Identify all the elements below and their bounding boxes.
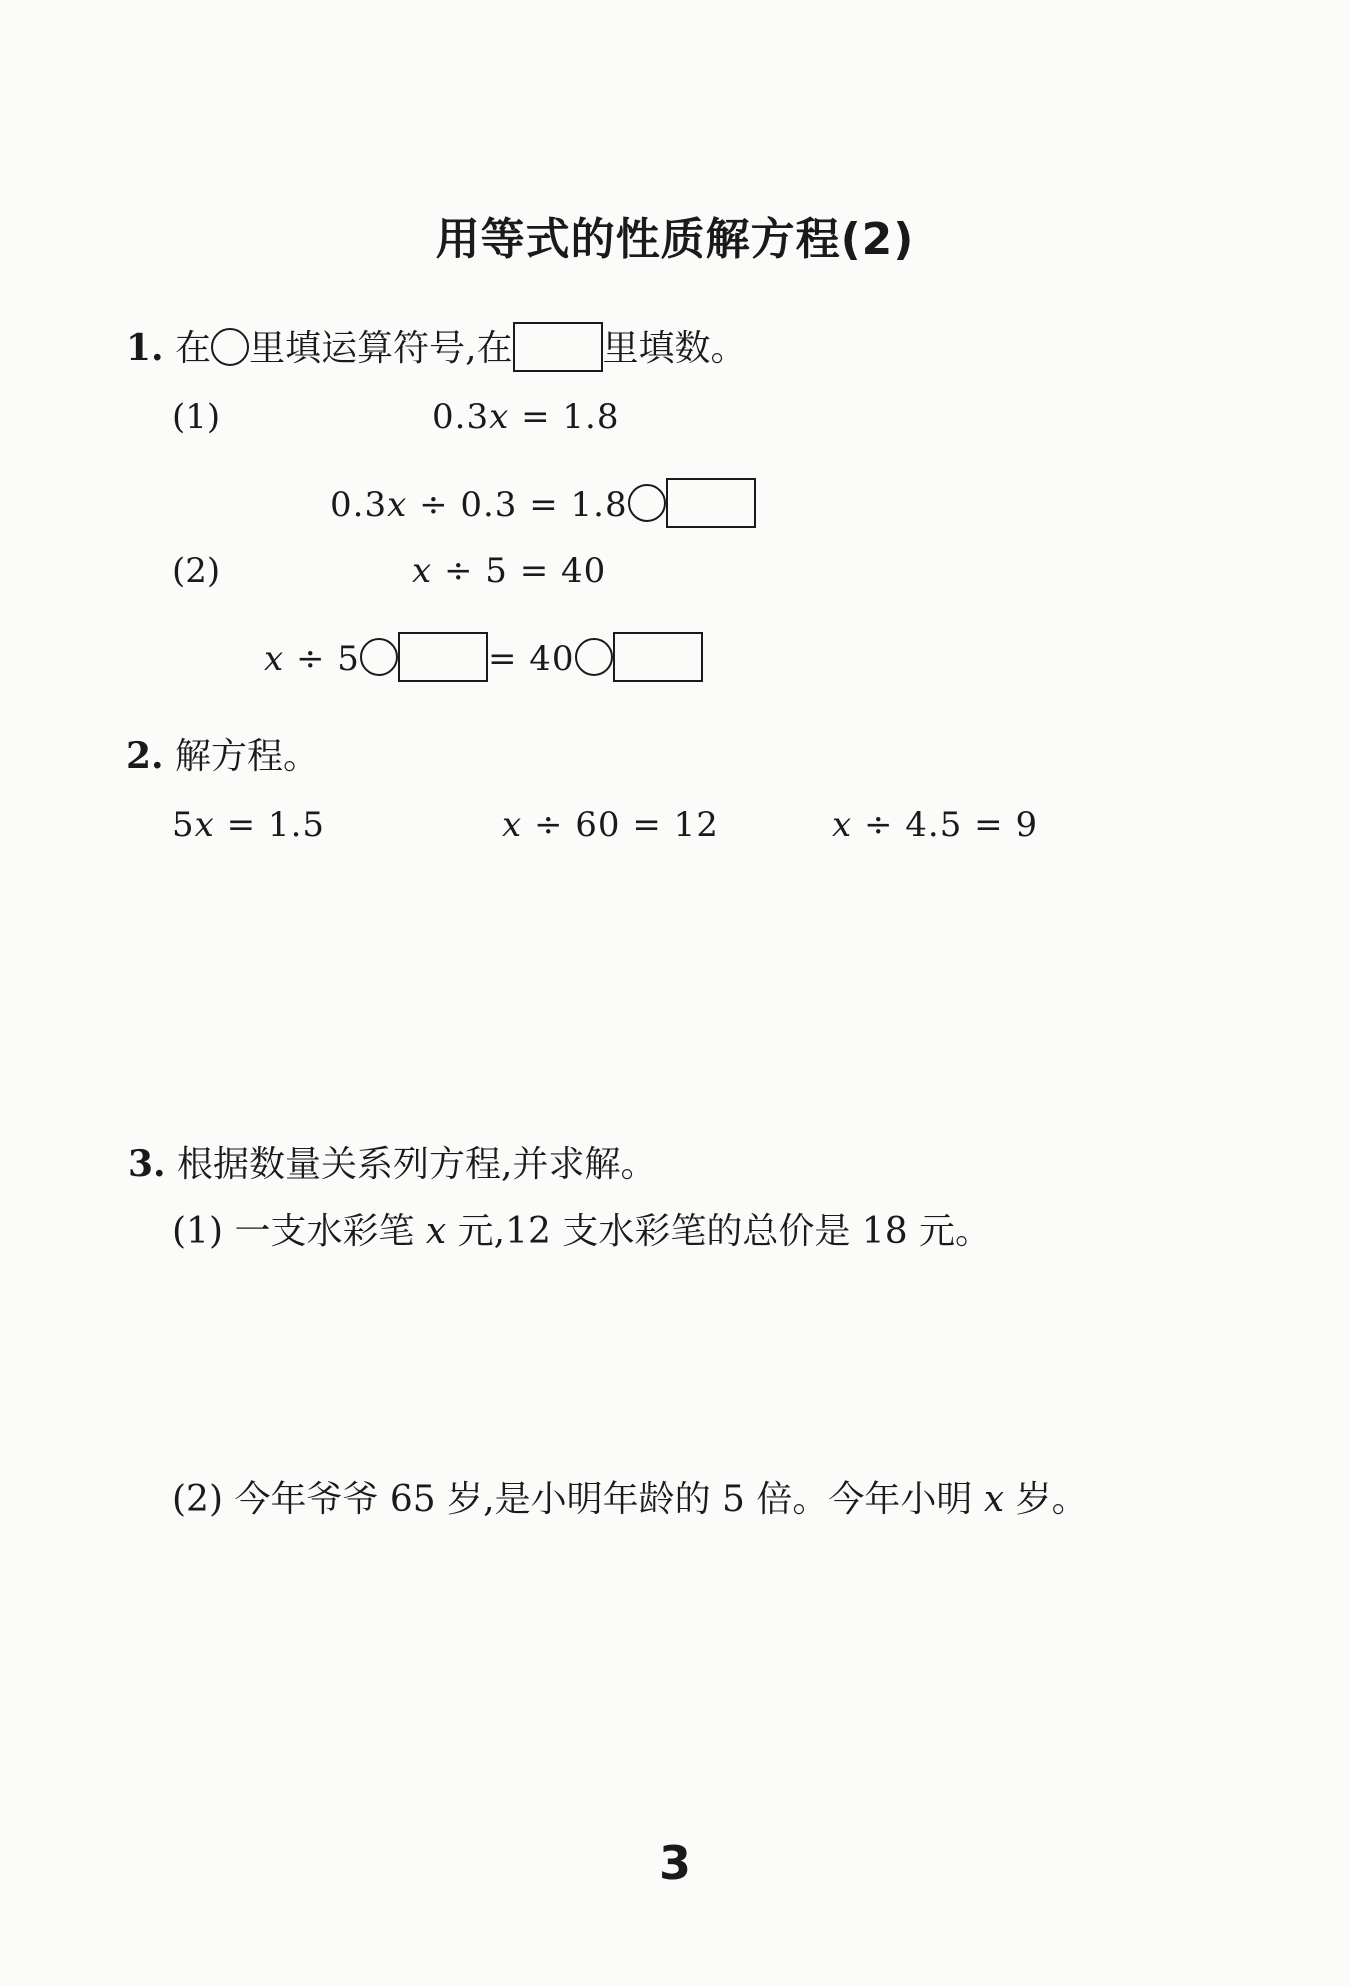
question-3-prompt	[128, 1143, 657, 1185]
operator-circle-input[interactable]	[628, 484, 666, 522]
q2-eq3-rest: ÷ 4.5 = 9	[852, 805, 1039, 845]
q2-equation-1	[172, 805, 326, 845]
q3-part-2-text-a: (2) 今年爷爷 65 岁,是小明年龄的 5 倍。今年小明	[172, 1479, 984, 1520]
q1-part-2-step-rhs: = 40	[487, 639, 575, 679]
q3-part-2-text-b: 岁。	[1004, 1479, 1088, 1520]
q1-part-1-rhs: = 1.8	[521, 397, 620, 437]
q2-eq1-rest: = 1.5	[214, 805, 326, 845]
q1-part-1-step-coef: 0.3	[330, 485, 388, 525]
number-blank-input[interactable]	[398, 632, 488, 682]
operator-circle-input[interactable]	[360, 638, 398, 676]
variable-x: x	[387, 485, 408, 525]
question-2-prompt	[126, 735, 320, 777]
question-2-number: 2.	[126, 735, 164, 777]
q1-prompt-text-b: 里填运算符号,在	[249, 328, 513, 369]
question-3-number: 3.	[128, 1143, 166, 1185]
q3-part-1-text-a: (1) 一支水彩笔	[172, 1211, 426, 1252]
q1-part-1-equation: 0.3x = 1.8	[432, 397, 620, 437]
number-blank-input[interactable]	[666, 478, 756, 528]
number-blank-input[interactable]	[613, 632, 703, 682]
variable-x: x	[412, 551, 433, 591]
question-1-prompt	[126, 322, 747, 372]
page-title: 用等式的性质解方程(2)	[435, 214, 915, 265]
q2-equation-2	[502, 805, 719, 845]
q2-prompt-text: 解方程。	[175, 736, 320, 777]
blank-box-icon	[513, 322, 603, 372]
q3-prompt-text: 根据数量关系列方程,并求解。	[177, 1144, 657, 1185]
q3-part-1-text-b: 元,12 支水彩笔的总价是 18 元。	[446, 1211, 992, 1252]
q2-equation-3	[832, 805, 1039, 845]
variable-x: x	[489, 397, 510, 437]
variable-x: x	[264, 639, 285, 679]
variable-x: x	[983, 1479, 1005, 1520]
q1-prompt-text-a: 在	[175, 328, 212, 369]
q1-part-1-label: (1)	[172, 397, 221, 437]
q2-eq2-rest: ÷ 60 = 12	[522, 805, 719, 845]
q1-part-2-equation	[412, 551, 607, 591]
q1-part-2-step-lhs: ÷ 5	[284, 639, 360, 679]
q3-part-1	[172, 1211, 992, 1252]
q1-prompt-text-c: 里填数。	[602, 328, 747, 369]
variable-x: x	[502, 805, 523, 845]
circle-icon	[211, 328, 249, 366]
q1-part-2-label: (2)	[172, 551, 221, 591]
q1-part-2-rhs: ÷ 5 = 40	[432, 551, 607, 591]
q1-part-2-step	[264, 632, 703, 682]
q3-part-2	[172, 1479, 1088, 1520]
variable-x: x	[832, 805, 853, 845]
variable-x: x	[425, 1211, 447, 1252]
q1-part-1-step	[330, 478, 756, 528]
q2-eq1-coef: 5	[172, 805, 195, 845]
question-1-number: 1.	[126, 327, 164, 369]
variable-x: x	[194, 805, 215, 845]
page-number: 3	[658, 1836, 691, 1890]
q1-part-1-step-rest: ÷ 0.3 = 1.8	[407, 485, 628, 525]
operator-circle-input[interactable]	[575, 638, 613, 676]
